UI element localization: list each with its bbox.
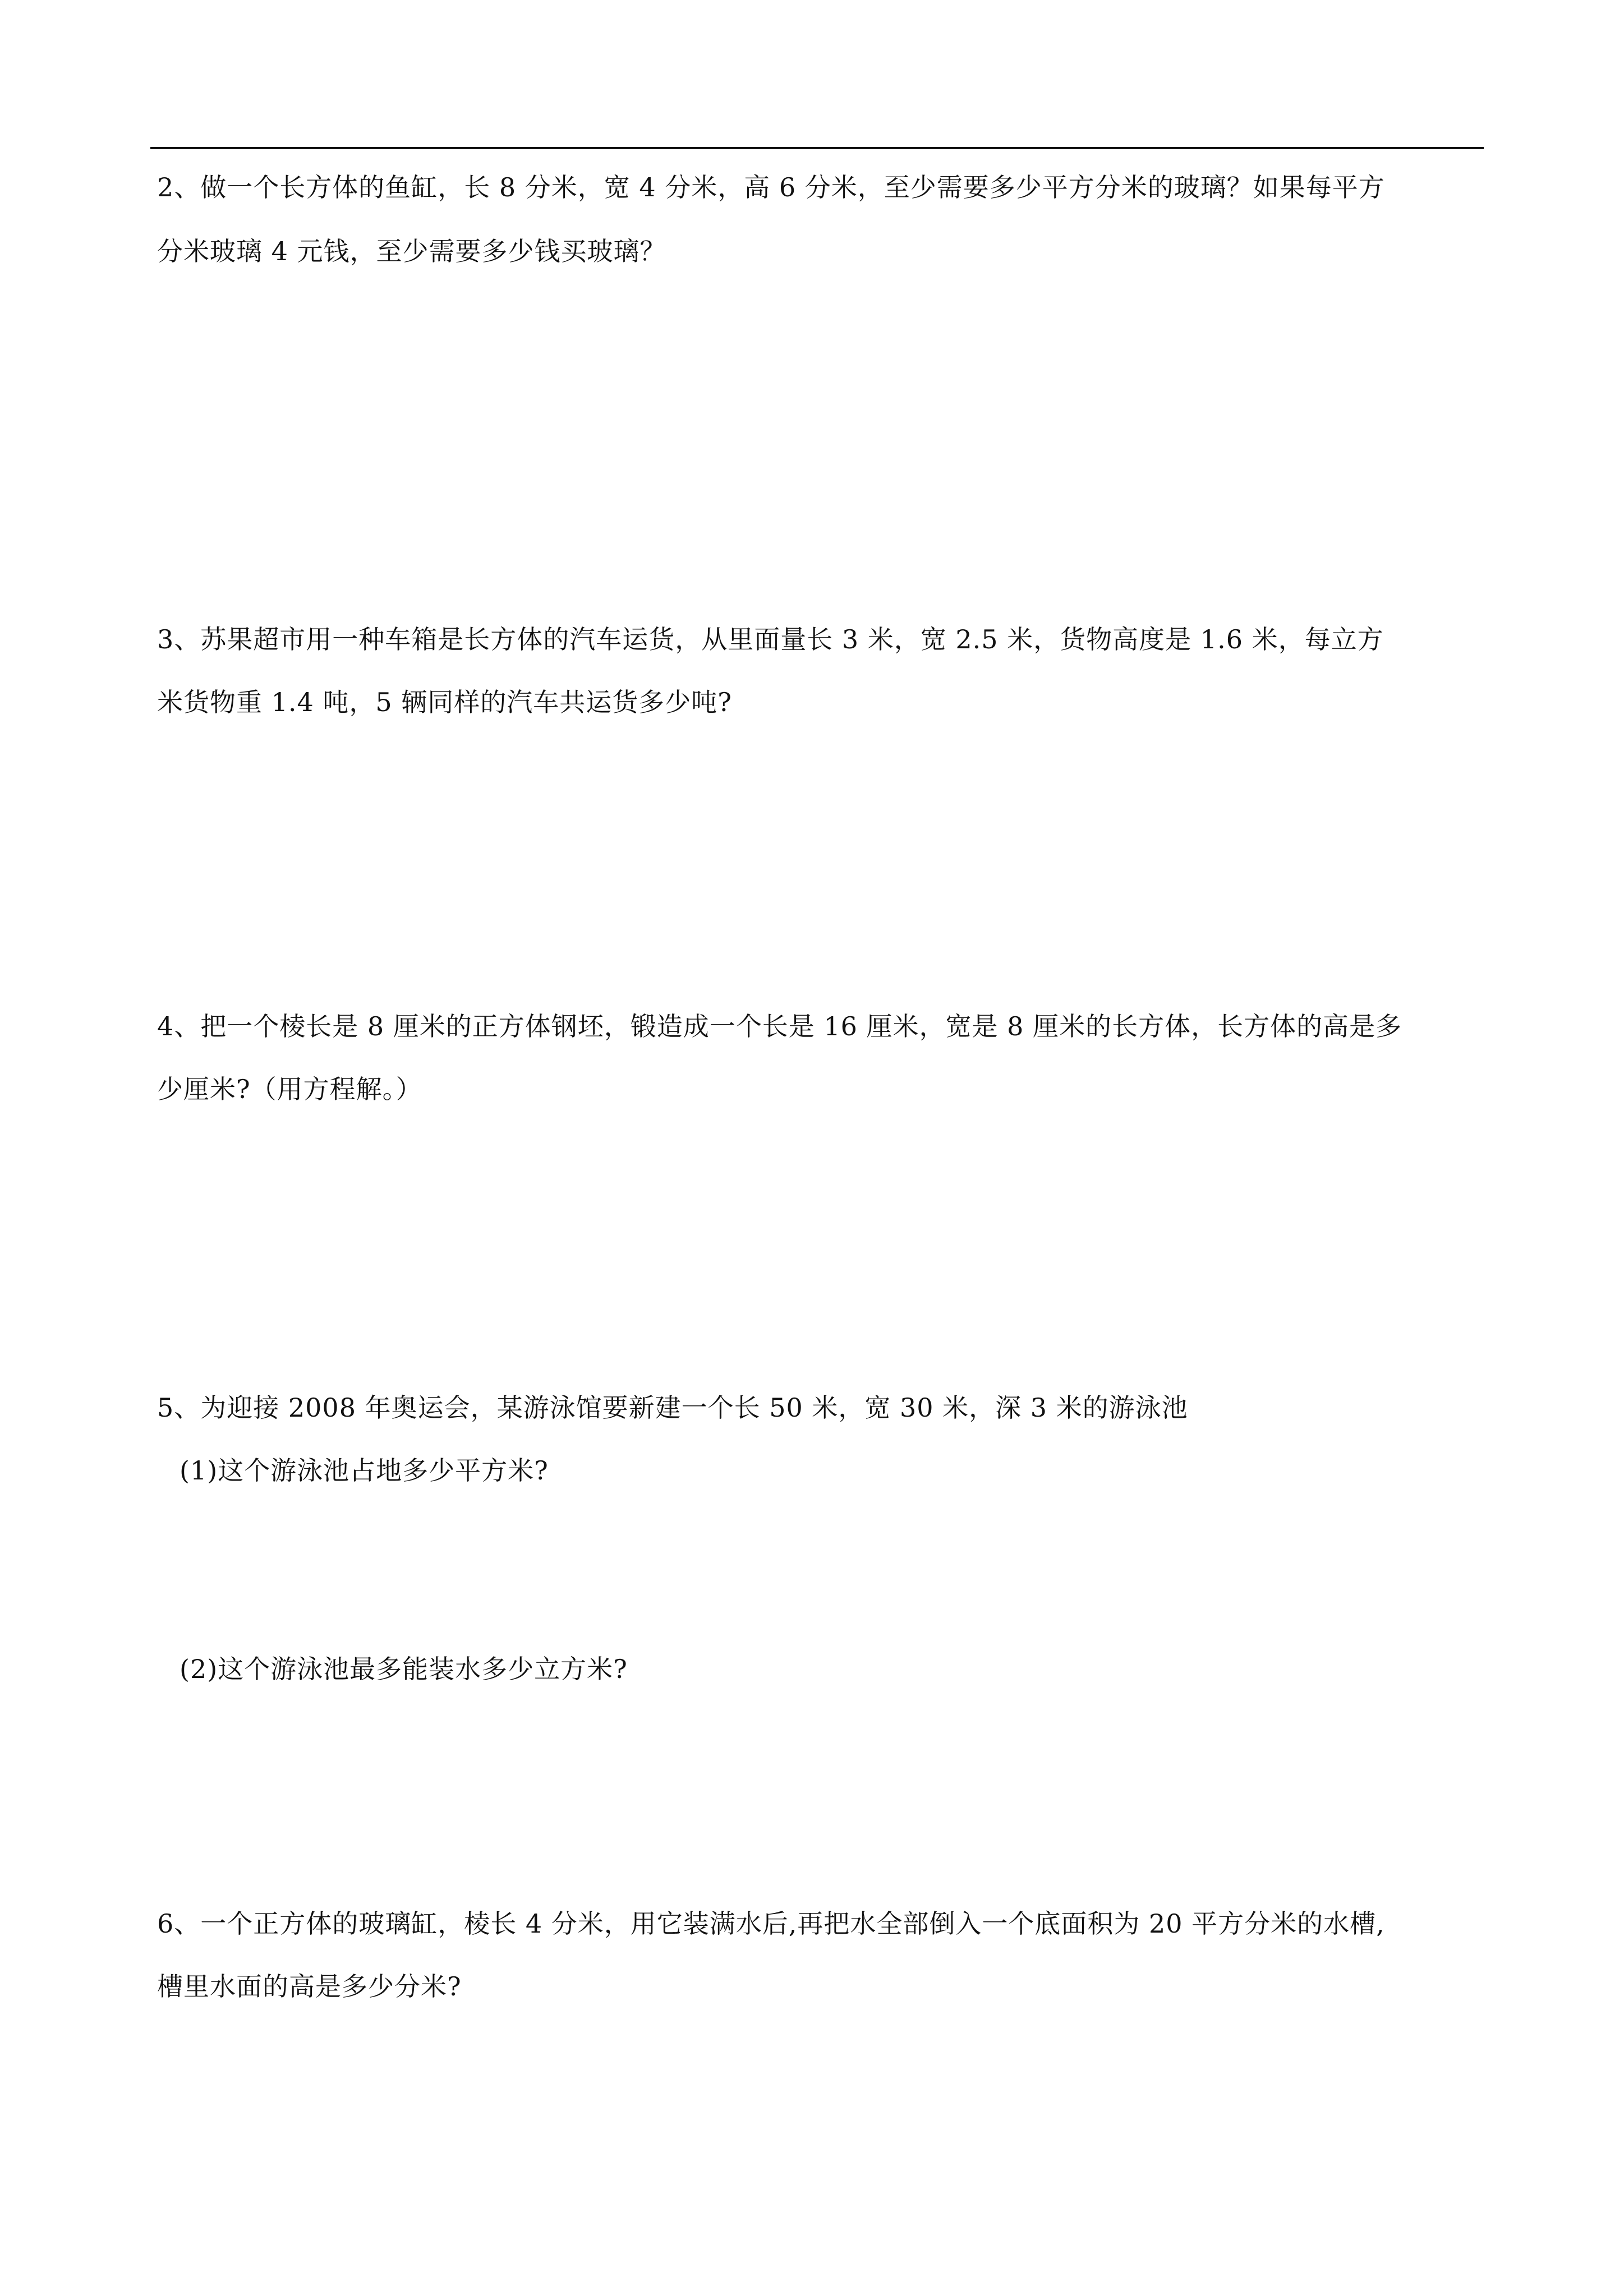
question-6-line-1: 6、一个正方体的玻璃缸，棱长 4 分米，用它装满水后,再把水全部倒入一个底面积为 20 平方分米的水槽, bbox=[157, 1908, 1385, 1939]
question-5-sub-2: (2)这个游泳池最多能装水多少立方米? bbox=[180, 1654, 628, 1684]
question-3-line-1: 3、苏果超市用一种车箱是长方体的汽车运货，从里面量长 3 米，宽 2.5 米，货物高度是 1.6 米，每立方 bbox=[157, 624, 1384, 654]
question-2-line-2: 分米玻璃 4 元钱，至少需要多少钱买玻璃？ bbox=[157, 236, 666, 266]
question-4-line-1: 4、把一个棱长是 8 厘米的正方体钢坯，锻造成一个长是 16 厘米，宽是 8 厘米的长方体，长方体的高是多 bbox=[157, 1011, 1402, 1041]
question-6-line-2: 槽里水面的高是多少分米? bbox=[157, 1971, 462, 2002]
question-5-line-1: 5、为迎接 2008 年奥运会，某游泳馆要新建一个长 50 米，宽 30 米，深 3 米的游泳池 bbox=[157, 1393, 1188, 1423]
question-5-sub-1: (1)这个游泳池占地多少平方米? bbox=[180, 1455, 549, 1486]
question-4-line-2: 少厘米?（用方程解。） bbox=[157, 1074, 422, 1104]
question-3-line-2: 米货物重 1.4 吨，5 辆同样的汽车共运货多少吨? bbox=[157, 687, 732, 717]
header-rule bbox=[150, 147, 1484, 149]
question-2-line-1: 2、做一个长方体的鱼缸，长 8 分米，宽 4 分米，高 6 分米，至少需要多少平方分米的玻璃？如果每平方 bbox=[157, 172, 1385, 202]
